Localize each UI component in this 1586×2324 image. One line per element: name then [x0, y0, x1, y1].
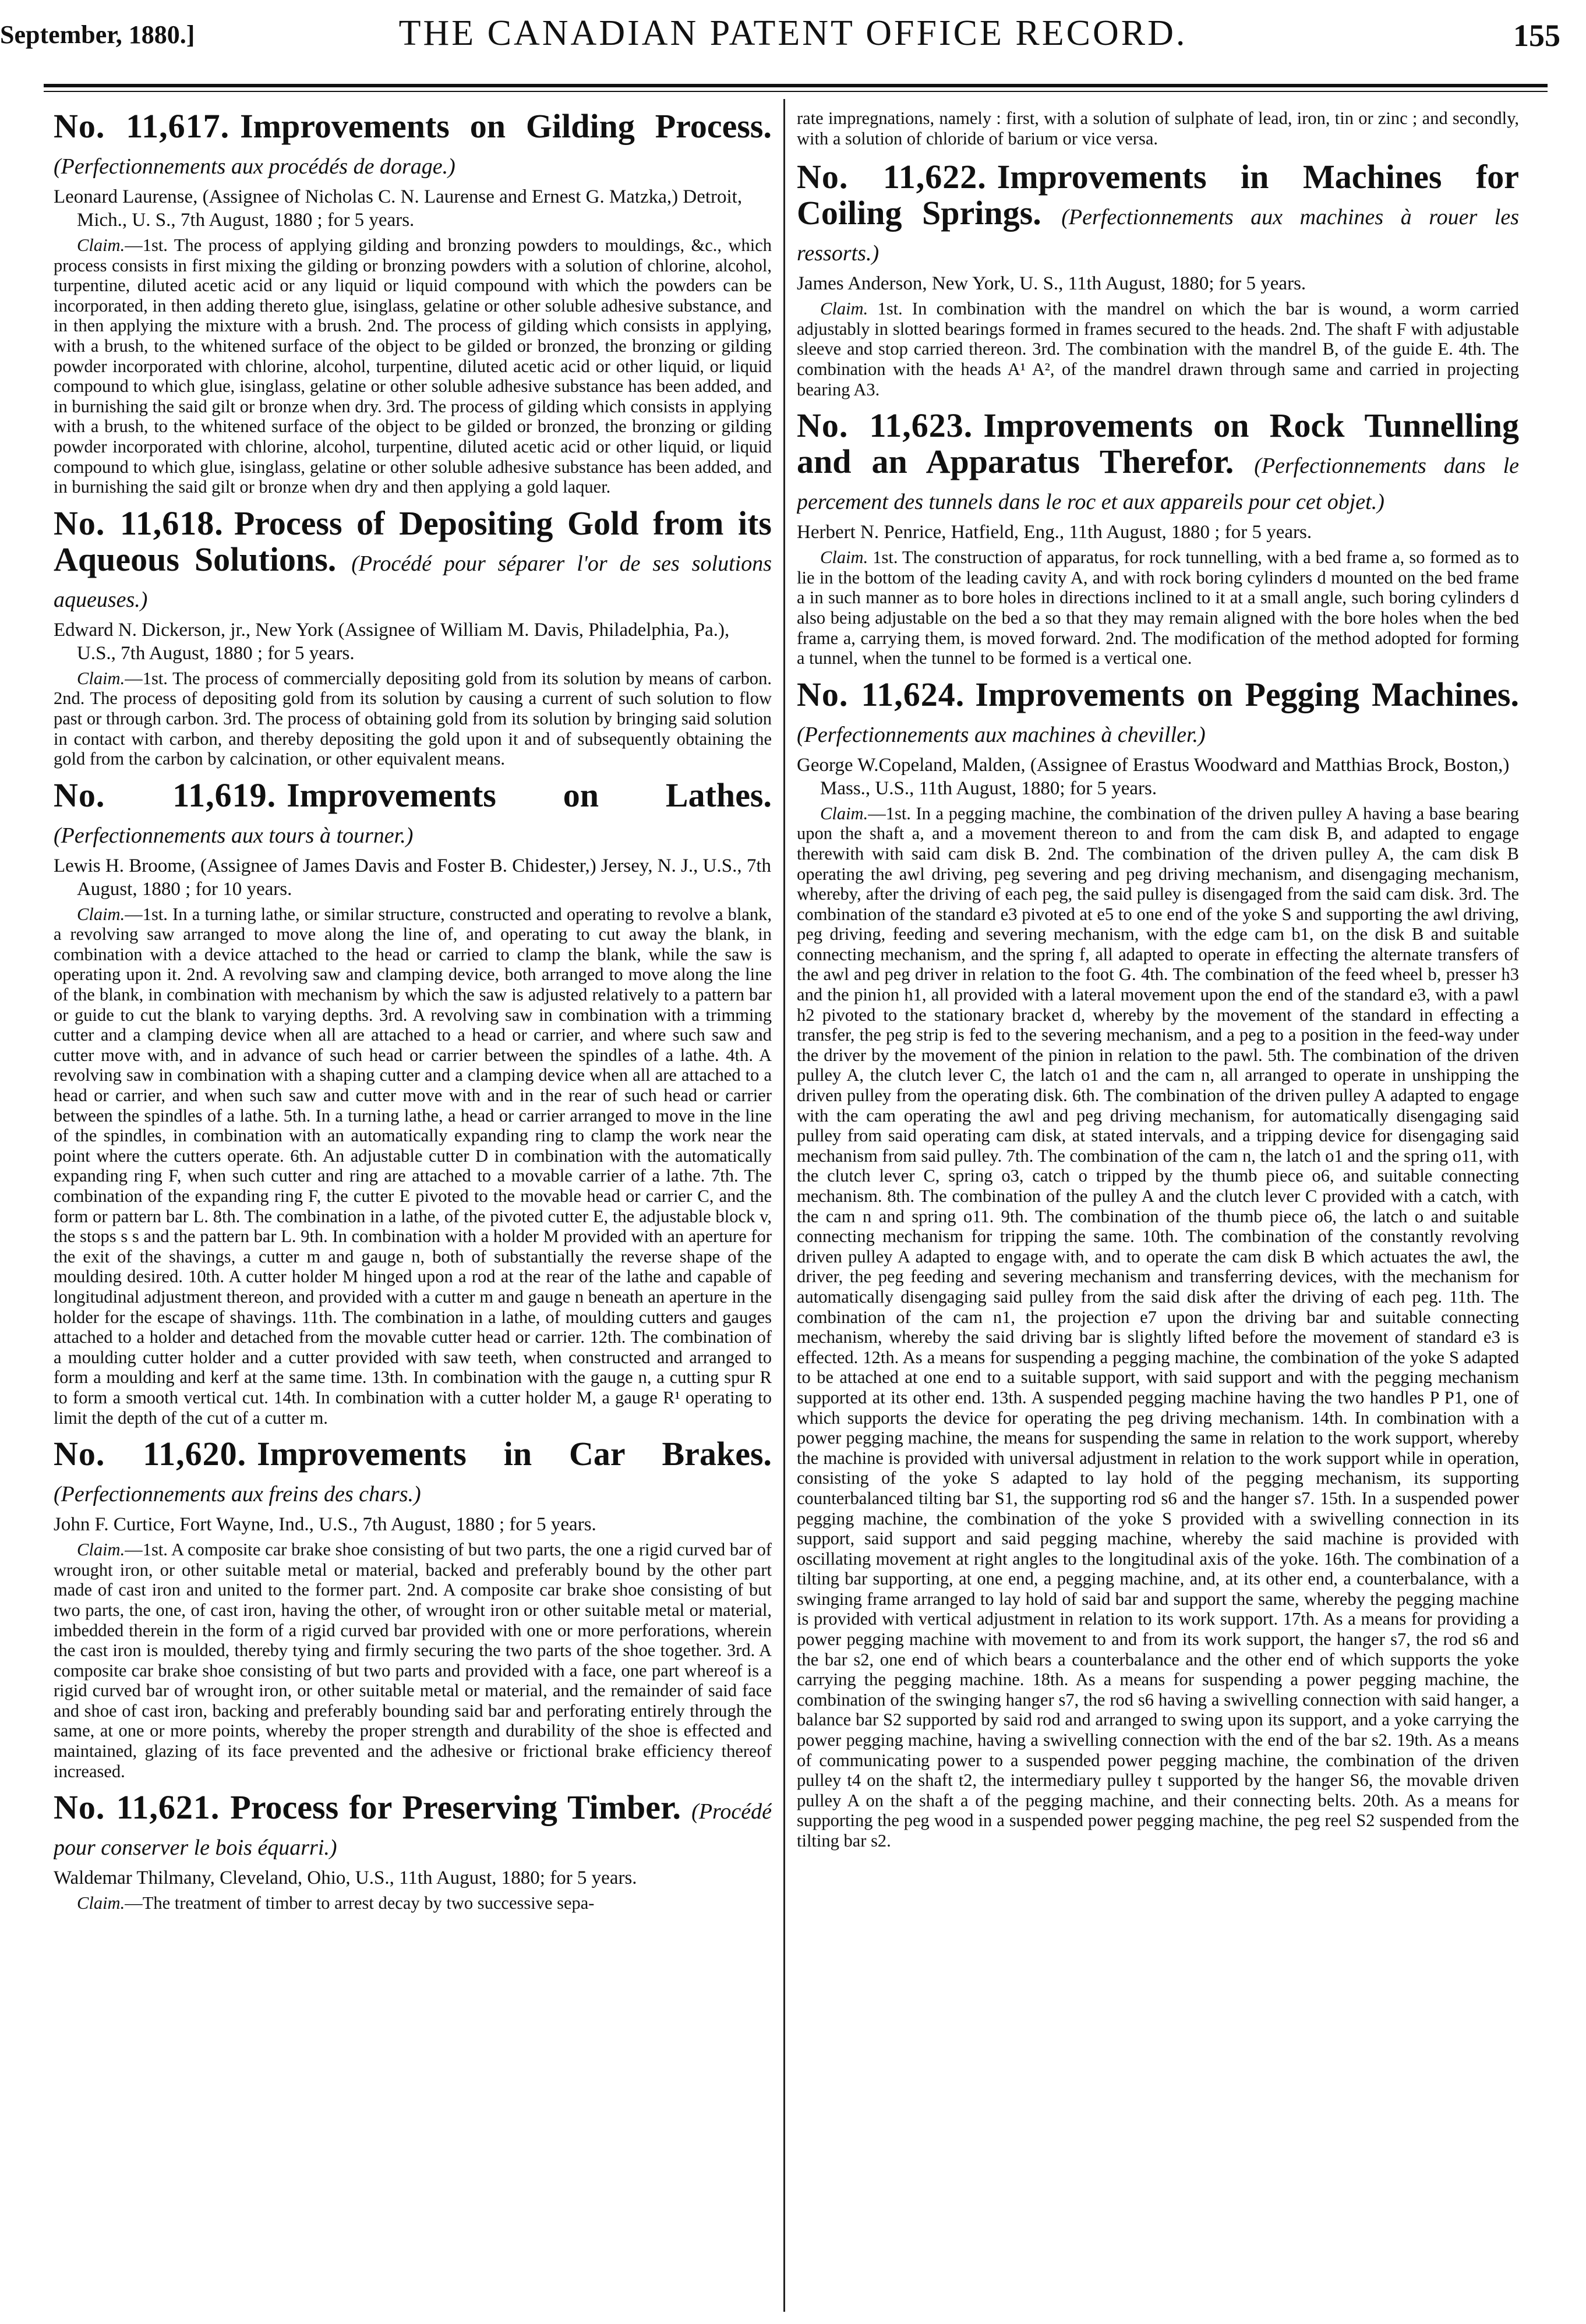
claim-label: Claim.	[77, 1893, 125, 1913]
header-rule-thick	[44, 84, 1548, 87]
patent-claim	[54, 904, 772, 1428]
claim-text: —The treatment of timber to arrest decay by two successive sepa-	[125, 1893, 595, 1913]
patent-french-title: (Procédé pour conserver le bois équarri.)	[54, 1799, 772, 1860]
header-rule-thin	[44, 91, 1548, 92]
patent-claim	[797, 547, 1519, 668]
patent-applicant: Edward N. Dickerson, jr., New York (Assignee of William M. Davis, Philadelphia, Pa.), U.S., 7th August, 1880 ; for 5 years.	[54, 619, 730, 664]
patent-heading	[54, 108, 772, 181]
patent-applicant: Lewis H. Broome, (Assignee of James Davis and Foster B. Chidester,) Jersey, N. J., U.S., 7th August, 1880 ; for 10 years.	[54, 855, 772, 900]
patent-number: No. 11,617.	[54, 108, 230, 145]
patent-title: Improvements on Gilding Process.	[240, 108, 772, 145]
patent-title: Process of Depositing Gold from its Aqueous Solutions.	[54, 504, 772, 578]
patent-claim	[797, 299, 1519, 399]
right-column	[797, 108, 1519, 2315]
claim-text: —1st. In a turning lathe, or similar structure, constructed and operating to revolve a blank, a revolving saw arranged to move along the line of, and operating to cut away the blank, in combination with a device attached to the head or carried to clamp the blank, while the saw is operating upon it. 2nd. A revolving saw and clamping device, both arranged to move along the line of the blank, in combination with mechanism by which the saw is adjusted relatively to a pattern bar or guide to cut the blank to varying depths. 3rd. A revolving saw in combination with a trimming cutter and a clamping device when all are attached to a head or carrier, and where such saw and cutter move with, and in advance of such head or carrier between the spindles of a lathe. 4th. A revolving saw in combination with a shaping cutter and a clamping device when all are attached to a head or carrier, and when such saw and cutter move with and in the rear of such head or carrier between the spindles of a lathe. 5th. In a turning lathe, a head or carrier arranged to move in the line of the spindles, in combination with an automatically expanding ring to clamp the work near the point where the cutters operate. 6th. An adjustable cutter D in combination with the automatically expanding ring F, when such cutter and ring are attached to a movable carrier of a lathe. 7th. The combination of the expanding ring F, the cutter E pivoted to the movable head or carrier C, and the form or pattern bar L. 8th. The combination in a lathe, of the pivoted cutter E, the adjustable block v, the stops s s and the pattern bar L. 9th. In combination with a holder M provided with an aperture for the exit of the shavings, a cutter m and gauge n, both of substantially the reverse shape of the moulding desired. 10th. A cutter holder M hinged upon a rod at the rear of the lathe and capable of longitudinal adjustment thereon, and provided with a cutter m and gauge n beneath an aperture in the holder for the escape of shavings. 11th. The combination in a lathe, of moulding cutters and gauges attached to a holder and detached from the movable cutter head or carrier. 12th. The combination of a moulding cutter holder and a cutter provided with saw teeth, when constructed and arranged to form a moulding and kerf at the same time. 13th. In combination with the gauge n, a cutting spur R to form a smooth vertical cut. 14th. In combination with a cutter holder M, a gauge R¹ operating to limit the depth of the cut of a cutter m.	[54, 904, 772, 1428]
patent-number: No. 11,622.	[797, 158, 987, 196]
patent-title: Improvements in Car Brakes.	[257, 1435, 772, 1473]
patent-applicant: James Anderson, New York, U. S., 11th August, 1880; for 5 years.	[797, 273, 1306, 295]
patent-heading	[797, 677, 1519, 749]
patent-claim	[797, 804, 1519, 1851]
issue-date: September, 1880.]	[0, 20, 195, 49]
patent-number: No. 11,618.	[54, 504, 224, 542]
patent-entry	[797, 677, 1519, 1851]
patent-number: No. 11,621.	[54, 1788, 220, 1827]
claim-label: Claim.	[77, 235, 125, 255]
claim-label: Claim.	[77, 1540, 125, 1560]
running-header	[0, 0, 1586, 86]
claim-label: Claim.	[820, 803, 868, 823]
patent-french-title: (Perfectionnements aux tours à tourner.)	[54, 823, 414, 848]
claim-text: 1st. The construction of apparatus, for rock tunnelling, with a bed frame a, so formed as to lie in the bottom of the leading cavity A, and with rock boring cylinders d mounted on the bed frame a in such manner as to bore holes in directions inclined to it at a small angle, such boring cylinders d also being adjustable on the bed a so that they may remain aligned with the bore holes when the bed frame a, carrying them, is moved forward. 2nd. The modification of the method adopted for forming a tunnel, when the tunnel to be formed is a vertical one.	[797, 547, 1519, 668]
patent-claim	[54, 1540, 772, 1781]
claim-text: —1st. In a pegging machine, the combination of the driven pulley A having a base bearing upon the shaft a, and a movement thereon to and from the cam disk B, and adapted to engage therewith with said cam disk B. 2nd. The combination of the driven pulley A, the cam disk B operating the awl driving, peg severing and peg driving mechanism, and disengaging mechanism, whereby, after the driving of each peg, the said pulley is disengaged from the said cam disk. 3rd. The combination of the standard e3 pivoted at e5 to one end of the yoke S and supporting the awl driving, peg driving, feeding and severing mechanism, with the edge cam b1, on the disk B and suitable connecting mechanism, and the spring f, all adapted to operate in effecting the alternate transfers of the awl and peg driver in relation to the foot G. 4th. The combination of the feed wheel b, presser h3 and the pinion h1, all provided with a lateral movement upon the end of the standard e3, with a pawl h2 pivoted to the stationary bracket d, whereby by the movement of the standard in effecting a transfer, the peg strip is fed to the severing mechanism, and a peg to a position in the feed-way under the driver by the movement of the pinion in relation to the pawl. 5th. The combination of the driven pulley A, the clutch lever C, the latch o1 and the cam n, all arranged to operate in unshipping the driven pulley from the operating disk. 6th. The combination of the driven pulley A adapted to engage with the cam operating the awl and peg driving mechanism, for automatically disengaging said pulley from said operating cam disk, at stated intervals, and a tripping device for disengaging said mechanism from said pulley. 7th. The combination of the cam n, the latch o1 and the spring o11, with the clutch lever C, spring o3, catch o tripped by the thumb piece o6, and suitable connecting mechanism. 8th. The combination of the pulley A and the clutch lever C provided with a catch, with the cam n and spring o11. 9th. The combination of the thumb piece o6, the latch o and suitable connecting mechanism for tripping the same. 10th. The combination of the constantly revolving driven pulley A adapted to engage with, and to operate the cam disk B which actuates the awl, the driver, the peg feeding and severing mechanism and transferring devices, with the mechanism for automatically disengaging said pulley from the said disk after the driving of each peg. 11th. The combination of the cam n1, the projection e7 upon the driving bar and suitable connecting mechanism, whereby the said driving bar is slightly lifted before the movement of standard e3 is effected. 12th. As a means for suspending a pegging machine, the combination of the yoke S adapted to be attached at one end to a suitable support, with said support and with the pegging mechanism supported at its other end. 13th. A suspended pegging machine having the two handles P P1, one of which supports the device for operating the peg driving mechanism. 14th. In combination with a power pegging machine, the means for suspending the same in relation to the work support, whereby the machine is provided with universal adjustment in relation to the work support while in operation, consisting of the yoke S adapted to lay hold of the pegging mechanism, its supporting counterbalanced tilting bar S1, the supporting rod s6 and the hanger s7. 15th. In a suspended power pegging machine, the combination of the yoke S provided with a swivelling connection in its support, said support and said pegging machine, whereby the said machine is provided with oscillating movement at right angles to the longitudinal axis of the yoke. 16th. The combination of a tilting bar supporting, at one end, a pegging machine, and, at its other end, a counterbalance, with a swinging frame arranged to lay hold of said bar and support the same, whereby the pegging machine is provided with vertical adjustment in relation to its work support. 17th. As a means for providing a power pegging machine with movement to and from its work support, the hanger s7, the rod s6 and the bar s2, one end of which bears a counterbalance and the other end of which supports the yoke carrying the pegging machine. 18th. As a means for suspending a power pegging machine, the combination of the swinging hanger s7, the rod s6 having a swivelling connection with said hanger, a balance bar S2 supported by said rod and arranged to swing upon its support, and a yoke carrying the power pegging machine, having a swivelling connection with the end of the bar s2. 19th. As a means of communicating power to a suspended power pegging machine, the combination of the driven pulley t4 on the shaft t2, the intermediary pulley t supported by the hanger S6, the movable driven pulley A on the shaft a of the pegging machine, and their connecting belts. 20th. As a means for supporting the peg wood in a suspended power pegging machine, the peg reel S2 suspended from the tilting bar s2.	[797, 803, 1519, 1851]
continued-claim-text: rate impregnations, namely : first, with a solution of sulphate of lead, iron, tin or zinc ; and secondly, with a solution of chloride of barium or vice versa.	[797, 108, 1519, 148]
left-column	[54, 108, 772, 2315]
publication-title: THE CANADIAN PATENT OFFICE RECORD.	[398, 13, 1188, 53]
patent-number: No. 11,619.	[54, 776, 277, 814]
patent-french-title: (Perfectionnements aux procédés de dorage.)	[54, 154, 455, 179]
claim-text: —1st. The process of commercially depositing gold from its solution by means of carbon. 2nd. The process of depositing gold from its solution by causing a current of such solution to flow past or through carbon. 3rd. The process of obtaining gold from its solution by bringing said solution in contact with carbon, and thereby depositing the gold upon it and of subsequently obtaining the gold from the carbon by calcination, or other equivalent means.	[54, 668, 772, 769]
patent-title: Process for Preserving Timber.	[230, 1788, 681, 1827]
patent-claim	[54, 235, 772, 497]
patent-number: No. 11,624.	[797, 675, 965, 713]
patent-heading	[54, 777, 772, 850]
patent-applicant: Herbert N. Penrice, Hatfield, Eng., 11th August, 1880 ; for 5 years.	[797, 522, 1312, 543]
claim-label: Claim.	[77, 668, 125, 688]
patent-heading	[54, 505, 772, 614]
patent-entry	[797, 159, 1519, 399]
patent-french-title: (Perfectionnements aux machines à rouer les ressorts.)	[797, 205, 1519, 266]
claim-label: Claim.	[77, 904, 125, 924]
patent-applicant: Waldemar Thilmany, Cleveland, Ohio, U.S., 11th August, 1880; for 5 years.	[54, 1867, 637, 1889]
patent-number: No. 11,620.	[54, 1435, 247, 1473]
patent-heading	[54, 1436, 772, 1508]
patent-title: Improvements on Pegging Machines.	[975, 675, 1519, 713]
claim-text: —1st. The process of applying gilding and bronzing powders to mouldings, &c., which process consists in first mixing the gilding or bronzing powders with a solution of chlorine, alcohol, turpentine, diluted acetic acid or any liquid or liquid compound with which the powders can be incorporated, in then adding thereto glue, isinglass, gelatine or other soluble adhesive substance, and in then applying the mixture with a brush. 2nd. The process of gilding which consists in applying, with a brush, to the whitened surface of the object to be gilded or bronzed, the bronzing or gilding powder incorporated with chlorine, alcohol, turpentine, diluted acetic acid or other liquid, or liquid compound to which glue, isinglass, gelatine or other soluble adhesive substance has been added, and in burnishing the said gilt or bronze when dry. 3rd. The process of gilding which consists in applying with a brush, to the whitened surface of the object to be gilded or bronzed, the bronzing or gilding powder incorporated with chlorine, alcohol, turpentine, diluted acetic acid or other liquid, or liquid compound to which glue, isinglass, gelatine or other soluble adhesive substance has been added, and in burnishing the said gilt or bronze when dry and then applying a gold laquer.	[54, 235, 772, 497]
patent-entry	[54, 1789, 772, 1913]
claim-text: —1st. A composite car brake shoe consisting of but two parts, the one a rigid curved bar of wrought iron, or other suitable metal or material, backed and preferably bound by the other part made of cast iron and united to the former part. 2nd. A composite car brake shoe consisting of but two parts, the one, of cast iron, having the other, of wrought iron or other suitable metal or material, imbedded therein in the form of a rigid curved bar provided with one or more perforations, wherein the cast iron is moulded, thereby tying and firmly securing the two parts of the shoe together. 3rd. A composite car brake shoe consisting of but two parts and provided with a face, one part whereof is a rigid curved bar of wrought iron, or other suitable metal or material, and the remainder of said face and shoe of cast iron, backing and preferably bounding said bar and perforating entirely through the same, at one or more points, whereby the proper strength and durability of the shoe is effected and maintained, glazing of its face prevented and the adhesive or frictional brake efficiency thereof increased.	[54, 1540, 772, 1781]
patent-entry	[54, 777, 772, 1428]
page-number: 155	[1513, 18, 1560, 53]
patent-title: Improvements in Machines for Coiling Springs.	[797, 158, 1519, 232]
claim-label: Claim.	[820, 299, 868, 319]
patent-entry	[54, 108, 772, 497]
patent-applicant: Leonard Laurense, (Assignee of Nicholas C. N. Laurense and Ernest G. Matzka,) Detroit, Mich., U. S., 7th August, 1880 ; for 5 years.	[54, 186, 743, 231]
patent-title: Improvements on Rock Tunnelling and an Apparatus Therefor.	[797, 406, 1519, 481]
claim-text: 1st. In combination with the mandrel on which the bar is wound, a worm carried adjustably in slotted bearings formed in frames secured to the heads. 2nd. The shaft F with adjustable sleeve and stop carried thereon. 3rd. The combination with the mandrel B, of the guide E. 4th. The combination with the heads A¹ A², of the mandrel drawn through same and carried in projecting bearing A3.	[797, 299, 1519, 399]
patent-heading	[797, 159, 1519, 267]
column-divider	[783, 99, 785, 2312]
patent-applicant: George W.Copeland, Malden, (Assignee of Erastus Woodward and Matthias Brock, Boston,) Mass., U.S., 11th August, 1880; for 5 years.	[797, 754, 1510, 799]
patent-claim	[54, 668, 772, 769]
patent-title: Improvements on Lathes.	[287, 776, 772, 814]
patent-heading	[54, 1789, 772, 1862]
patent-entry	[54, 505, 772, 769]
patent-number: No. 11,623.	[797, 406, 973, 445]
patent-entry	[797, 408, 1519, 668]
patent-claim	[54, 1893, 772, 1913]
patent-applicant: John F. Curtice, Fort Wayne, Ind., U.S., 7th August, 1880 ; for 5 years.	[54, 1514, 596, 1536]
patent-french-title: (Procédé pour séparer l'or de ses solutions aqueuses.)	[54, 551, 772, 612]
patent-heading	[797, 408, 1519, 516]
patent-french-title: (Perfectionnements aux freins des chars.)	[54, 1482, 421, 1507]
patent-entry	[54, 1436, 772, 1781]
patent-french-title: (Perfectionnements aux machines à cheviller.)	[797, 722, 1206, 747]
claim-label: Claim.	[820, 547, 868, 568]
patent-french-title: (Perfectionnements dans le percement des tunnels dans le roc et aux appareils pour cet objet.)	[797, 454, 1519, 515]
